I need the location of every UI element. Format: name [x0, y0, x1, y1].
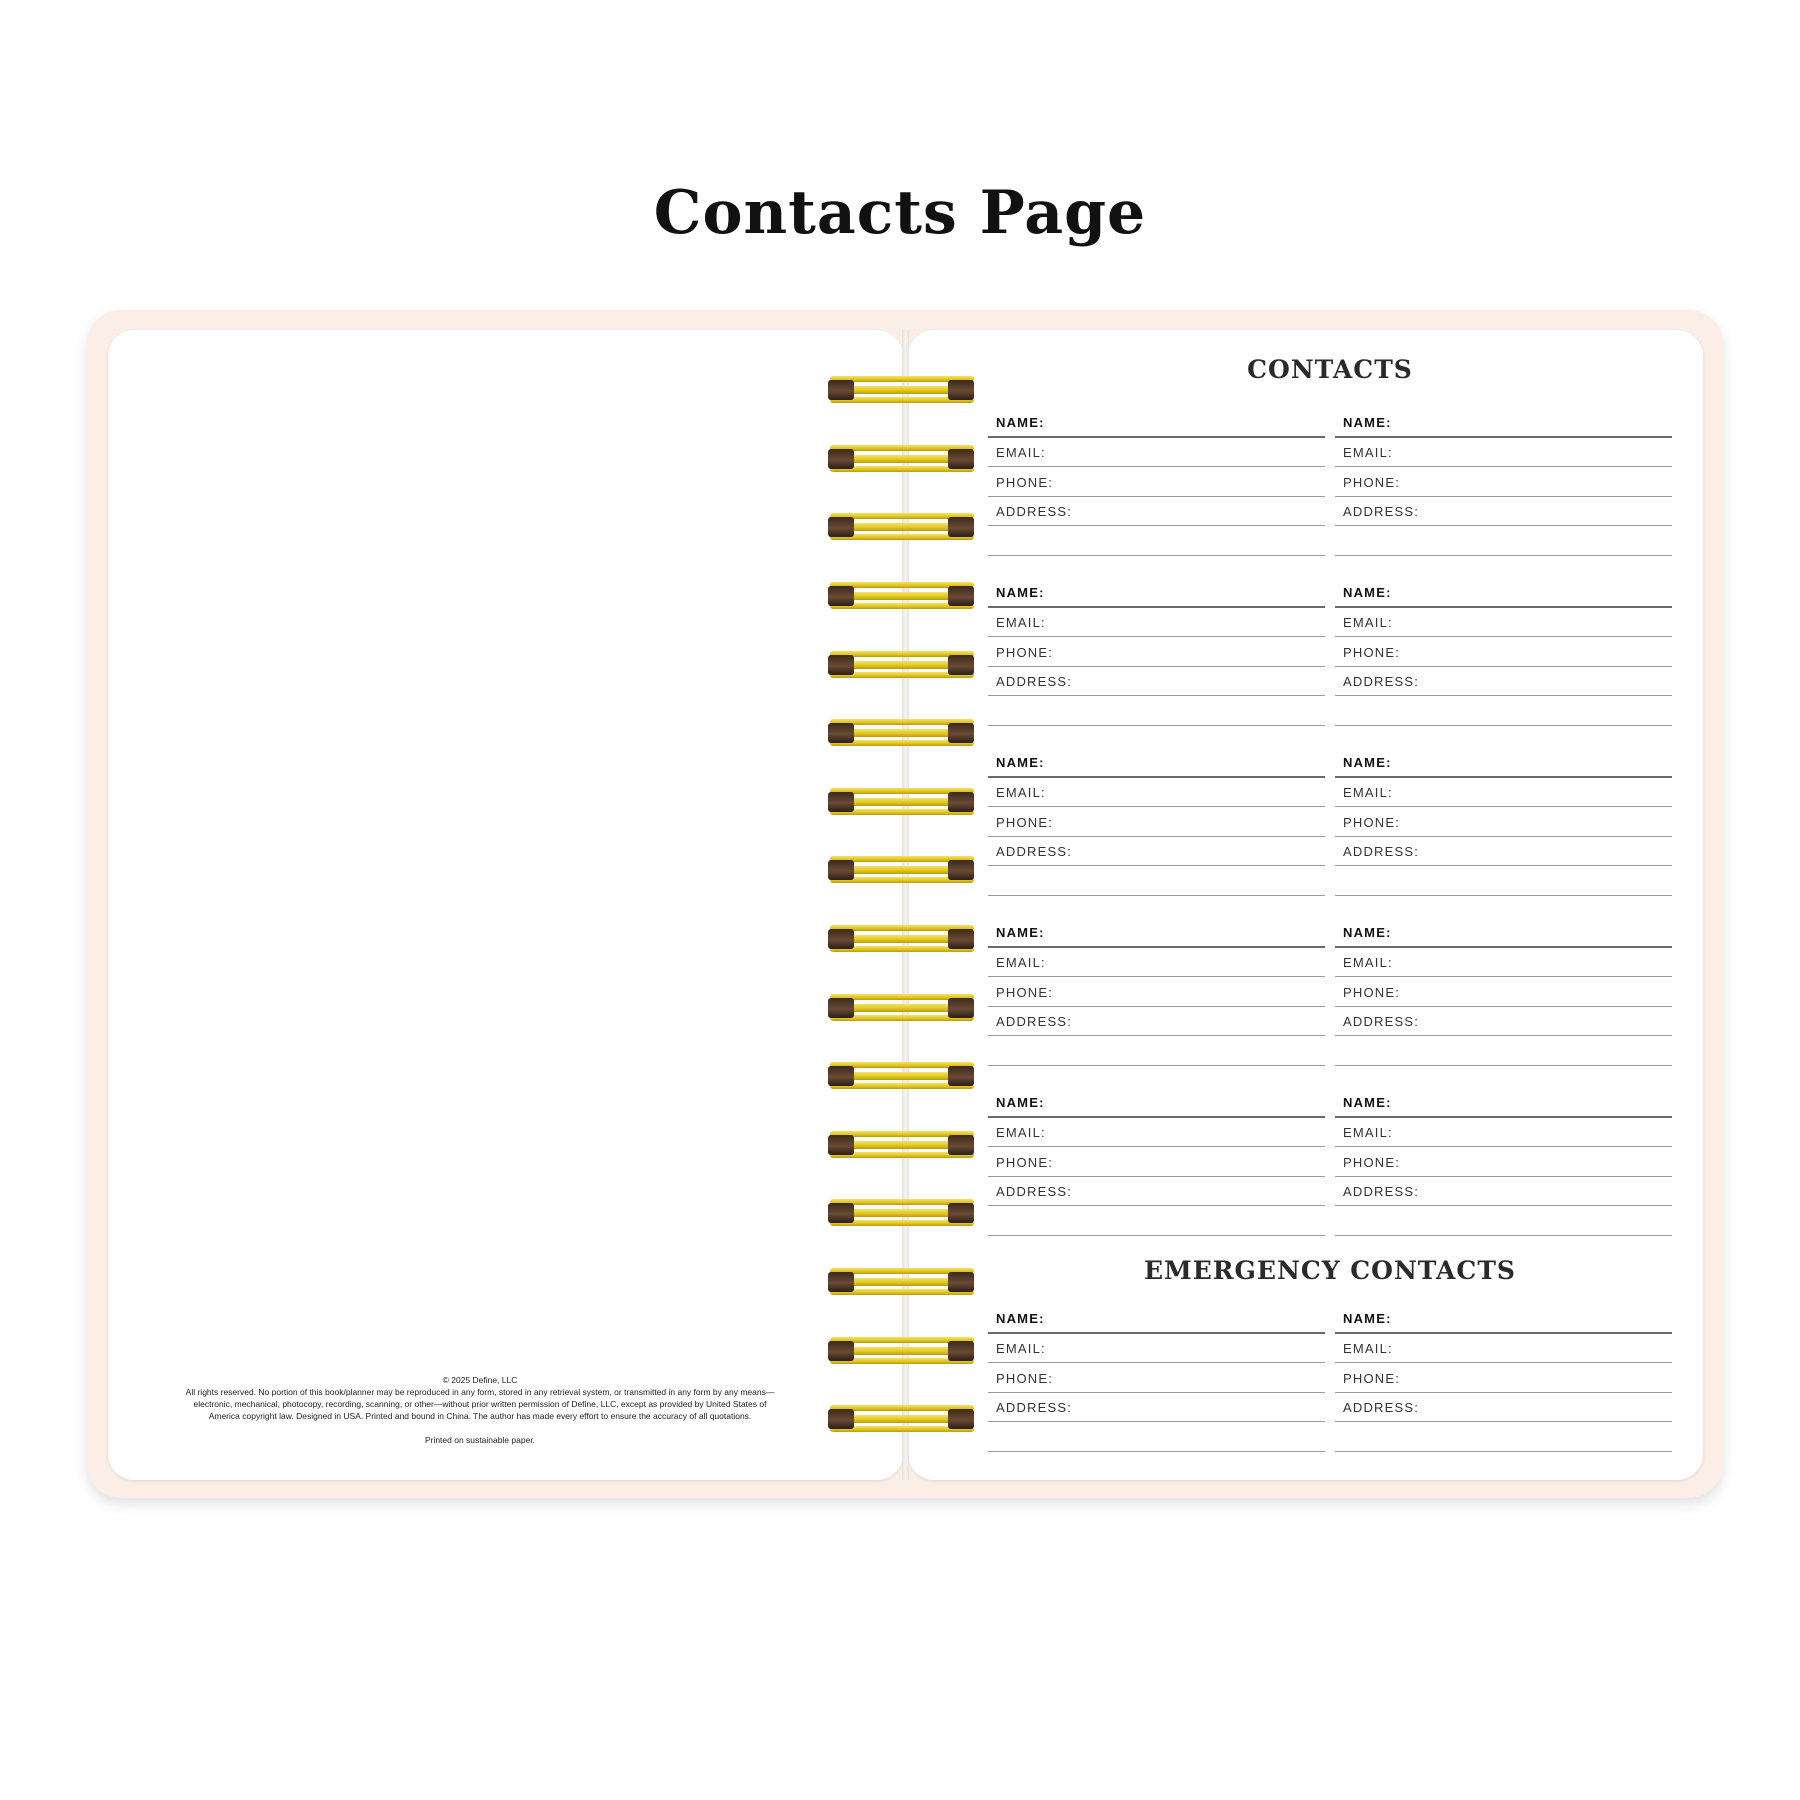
contact-entry	[988, 1087, 1325, 1236]
binding-ring	[828, 1197, 976, 1229]
address-label: ADDRESS:	[1343, 1014, 1420, 1030]
address-line-2[interactable]	[988, 526, 1325, 556]
contact-entry	[1335, 747, 1672, 896]
page-heading: Contacts Page	[653, 178, 1147, 248]
phone-field[interactable]	[988, 467, 1325, 497]
email-field[interactable]	[988, 948, 1325, 978]
email-field[interactable]	[1335, 948, 1672, 978]
name-label: NAME:	[996, 754, 1045, 770]
phone-label: PHONE:	[996, 814, 1054, 830]
phone-field[interactable]	[1335, 1363, 1672, 1393]
emergency-contact-entry	[1335, 1303, 1672, 1452]
binding-ring	[828, 1335, 976, 1367]
contact-entry	[1335, 917, 1672, 1066]
phone-field[interactable]	[1335, 807, 1672, 837]
binding-ring	[828, 1060, 976, 1092]
address-line-2[interactable]	[1335, 1206, 1672, 1236]
phone-label: PHONE:	[996, 984, 1054, 1000]
address-label: ADDRESS:	[996, 504, 1073, 520]
email-field[interactable]	[988, 1334, 1325, 1364]
phone-label: PHONE:	[1343, 984, 1401, 1000]
address-field[interactable]	[1335, 497, 1672, 527]
contact-entry	[988, 577, 1325, 726]
email-label: EMAIL:	[1343, 445, 1393, 461]
binding-ring	[828, 717, 976, 749]
phone-field[interactable]	[1335, 1147, 1672, 1177]
address-label: ADDRESS:	[1343, 674, 1420, 690]
email-label: EMAIL:	[996, 1125, 1046, 1141]
name-label: NAME:	[1343, 924, 1392, 940]
binding-ring	[828, 511, 976, 543]
copyright-notice	[180, 1374, 780, 1446]
email-label: EMAIL:	[996, 955, 1046, 971]
phone-label: PHONE:	[1343, 814, 1401, 830]
name-label: NAME:	[996, 924, 1045, 940]
address-label: ADDRESS:	[1343, 1400, 1420, 1416]
paper-note: Printed on sustainable paper.	[424, 1435, 536, 1445]
email-label: EMAIL:	[1343, 1125, 1393, 1141]
address-line-2[interactable]	[988, 866, 1325, 896]
name-label: NAME:	[996, 1094, 1045, 1110]
name-field[interactable]	[988, 577, 1325, 608]
address-line-2[interactable]	[988, 1422, 1325, 1452]
address-label: ADDRESS:	[996, 1184, 1073, 1200]
binding-ring	[828, 1403, 976, 1435]
email-field[interactable]	[988, 1118, 1325, 1148]
phone-field[interactable]	[988, 977, 1325, 1007]
binding-ring	[828, 580, 976, 612]
binding-ring	[828, 374, 976, 406]
address-line-2[interactable]	[1335, 1036, 1672, 1066]
contacts-title: CONTACTS	[1247, 355, 1413, 384]
name-field[interactable]	[1335, 1087, 1672, 1118]
binding-ring	[828, 1129, 976, 1161]
contact-entry	[988, 407, 1325, 556]
address-label: ADDRESS:	[996, 674, 1073, 690]
name-field[interactable]	[1335, 1303, 1672, 1334]
email-field[interactable]	[1335, 778, 1672, 808]
address-label: ADDRESS:	[1343, 1184, 1420, 1200]
contact-entry	[1335, 1087, 1672, 1236]
name-field[interactable]	[988, 1303, 1325, 1334]
email-field[interactable]	[1335, 1334, 1672, 1364]
address-label: ADDRESS:	[996, 844, 1073, 860]
name-label: NAME:	[1343, 584, 1392, 600]
binding-ring	[828, 649, 976, 681]
email-label: EMAIL:	[996, 615, 1046, 631]
name-field[interactable]	[988, 407, 1325, 438]
address-label: ADDRESS:	[996, 1400, 1073, 1416]
address-field[interactable]	[1335, 1393, 1672, 1423]
name-field[interactable]	[1335, 407, 1672, 438]
name-field[interactable]	[988, 917, 1325, 948]
phone-label: PHONE:	[996, 474, 1054, 490]
email-field[interactable]	[988, 608, 1325, 638]
page-gutter	[902, 330, 909, 1480]
name-label: NAME:	[1343, 1094, 1392, 1110]
phone-label: PHONE:	[1343, 1154, 1401, 1170]
email-field[interactable]	[988, 778, 1325, 808]
name-label: NAME:	[1343, 1310, 1392, 1326]
email-field[interactable]	[1335, 1118, 1672, 1148]
address-label: ADDRESS:	[996, 1014, 1073, 1030]
phone-field[interactable]	[988, 1363, 1325, 1393]
name-label: NAME:	[1343, 754, 1392, 770]
phone-field[interactable]	[988, 807, 1325, 837]
address-line-2[interactable]	[1335, 866, 1672, 896]
address-field[interactable]	[1335, 1177, 1672, 1207]
contact-entry	[988, 917, 1325, 1066]
left-page	[108, 330, 903, 1480]
binding-ring	[828, 992, 976, 1024]
email-field[interactable]	[988, 438, 1325, 468]
phone-field[interactable]	[1335, 637, 1672, 667]
phone-label: PHONE:	[996, 1370, 1054, 1386]
rights-text: All rights reserved. No portion of this book/planner may be reproduced in any form, stored in any retrieval system, or transmitted in any form by any means—electronic, mechanical, photocopy, recording, scanning, or other—without prior written permission of Define, LLC, except as provided by United States of America copyright law. Designed in USA. Printed and bound in China. The author has made every effort to ensure the accuracy of all quotations.	[185, 1387, 775, 1421]
email-field[interactable]	[1335, 608, 1672, 638]
address-line-2[interactable]	[1335, 1422, 1672, 1452]
phone-field[interactable]	[1335, 977, 1672, 1007]
address-line-2[interactable]	[1335, 696, 1672, 726]
contact-entry	[988, 747, 1325, 896]
email-label: EMAIL:	[1343, 615, 1393, 631]
address-line-2[interactable]	[988, 1206, 1325, 1236]
phone-field[interactable]	[1335, 467, 1672, 497]
phone-label: PHONE:	[1343, 474, 1401, 490]
name-label: NAME:	[996, 414, 1045, 430]
email-label: EMAIL:	[996, 785, 1046, 801]
address-field[interactable]	[1335, 837, 1672, 867]
address-line-2[interactable]	[988, 1036, 1325, 1066]
phone-label: PHONE:	[996, 644, 1054, 660]
name-field[interactable]	[1335, 917, 1672, 948]
phone-field[interactable]	[988, 1147, 1325, 1177]
binding-ring	[828, 1266, 976, 1298]
address-field[interactable]	[988, 497, 1325, 527]
address-field[interactable]	[1335, 667, 1672, 697]
binding-ring	[828, 786, 976, 818]
address-field[interactable]	[988, 1007, 1325, 1037]
contact-entry	[1335, 577, 1672, 726]
binding-ring	[828, 923, 976, 955]
address-label: ADDRESS:	[1343, 844, 1420, 860]
email-label: EMAIL:	[1343, 955, 1393, 971]
binding-ring	[828, 443, 976, 475]
address-field[interactable]	[988, 667, 1325, 697]
binding-ring	[828, 854, 976, 886]
name-label: NAME:	[1343, 414, 1392, 430]
address-field[interactable]	[988, 837, 1325, 867]
address-field[interactable]	[988, 1177, 1325, 1207]
name-field[interactable]	[988, 1087, 1325, 1118]
address-line-2[interactable]	[1335, 526, 1672, 556]
name-label: NAME:	[996, 584, 1045, 600]
phone-label: PHONE:	[1343, 644, 1401, 660]
address-label: ADDRESS:	[1343, 504, 1420, 520]
email-label: EMAIL:	[1343, 785, 1393, 801]
email-field[interactable]	[1335, 438, 1672, 468]
contact-entry	[1335, 407, 1672, 556]
email-label: EMAIL:	[1343, 1341, 1393, 1357]
phone-label: PHONE:	[1343, 1370, 1401, 1386]
copyright-line: © 2025 Define, LLC	[442, 1375, 518, 1385]
phone-field[interactable]	[988, 637, 1325, 667]
name-field[interactable]	[1335, 577, 1672, 608]
name-field[interactable]	[988, 747, 1325, 778]
email-label: EMAIL:	[996, 1341, 1046, 1357]
address-line-2[interactable]	[988, 696, 1325, 726]
address-field[interactable]	[988, 1393, 1325, 1423]
emergency-contacts-title: EMERGENCY CONTACTS	[1144, 1256, 1516, 1285]
name-field[interactable]	[1335, 747, 1672, 778]
address-field[interactable]	[1335, 1007, 1672, 1037]
phone-label: PHONE:	[996, 1154, 1054, 1170]
emergency-contact-entry	[988, 1303, 1325, 1452]
name-label: NAME:	[996, 1310, 1045, 1326]
email-label: EMAIL:	[996, 445, 1046, 461]
